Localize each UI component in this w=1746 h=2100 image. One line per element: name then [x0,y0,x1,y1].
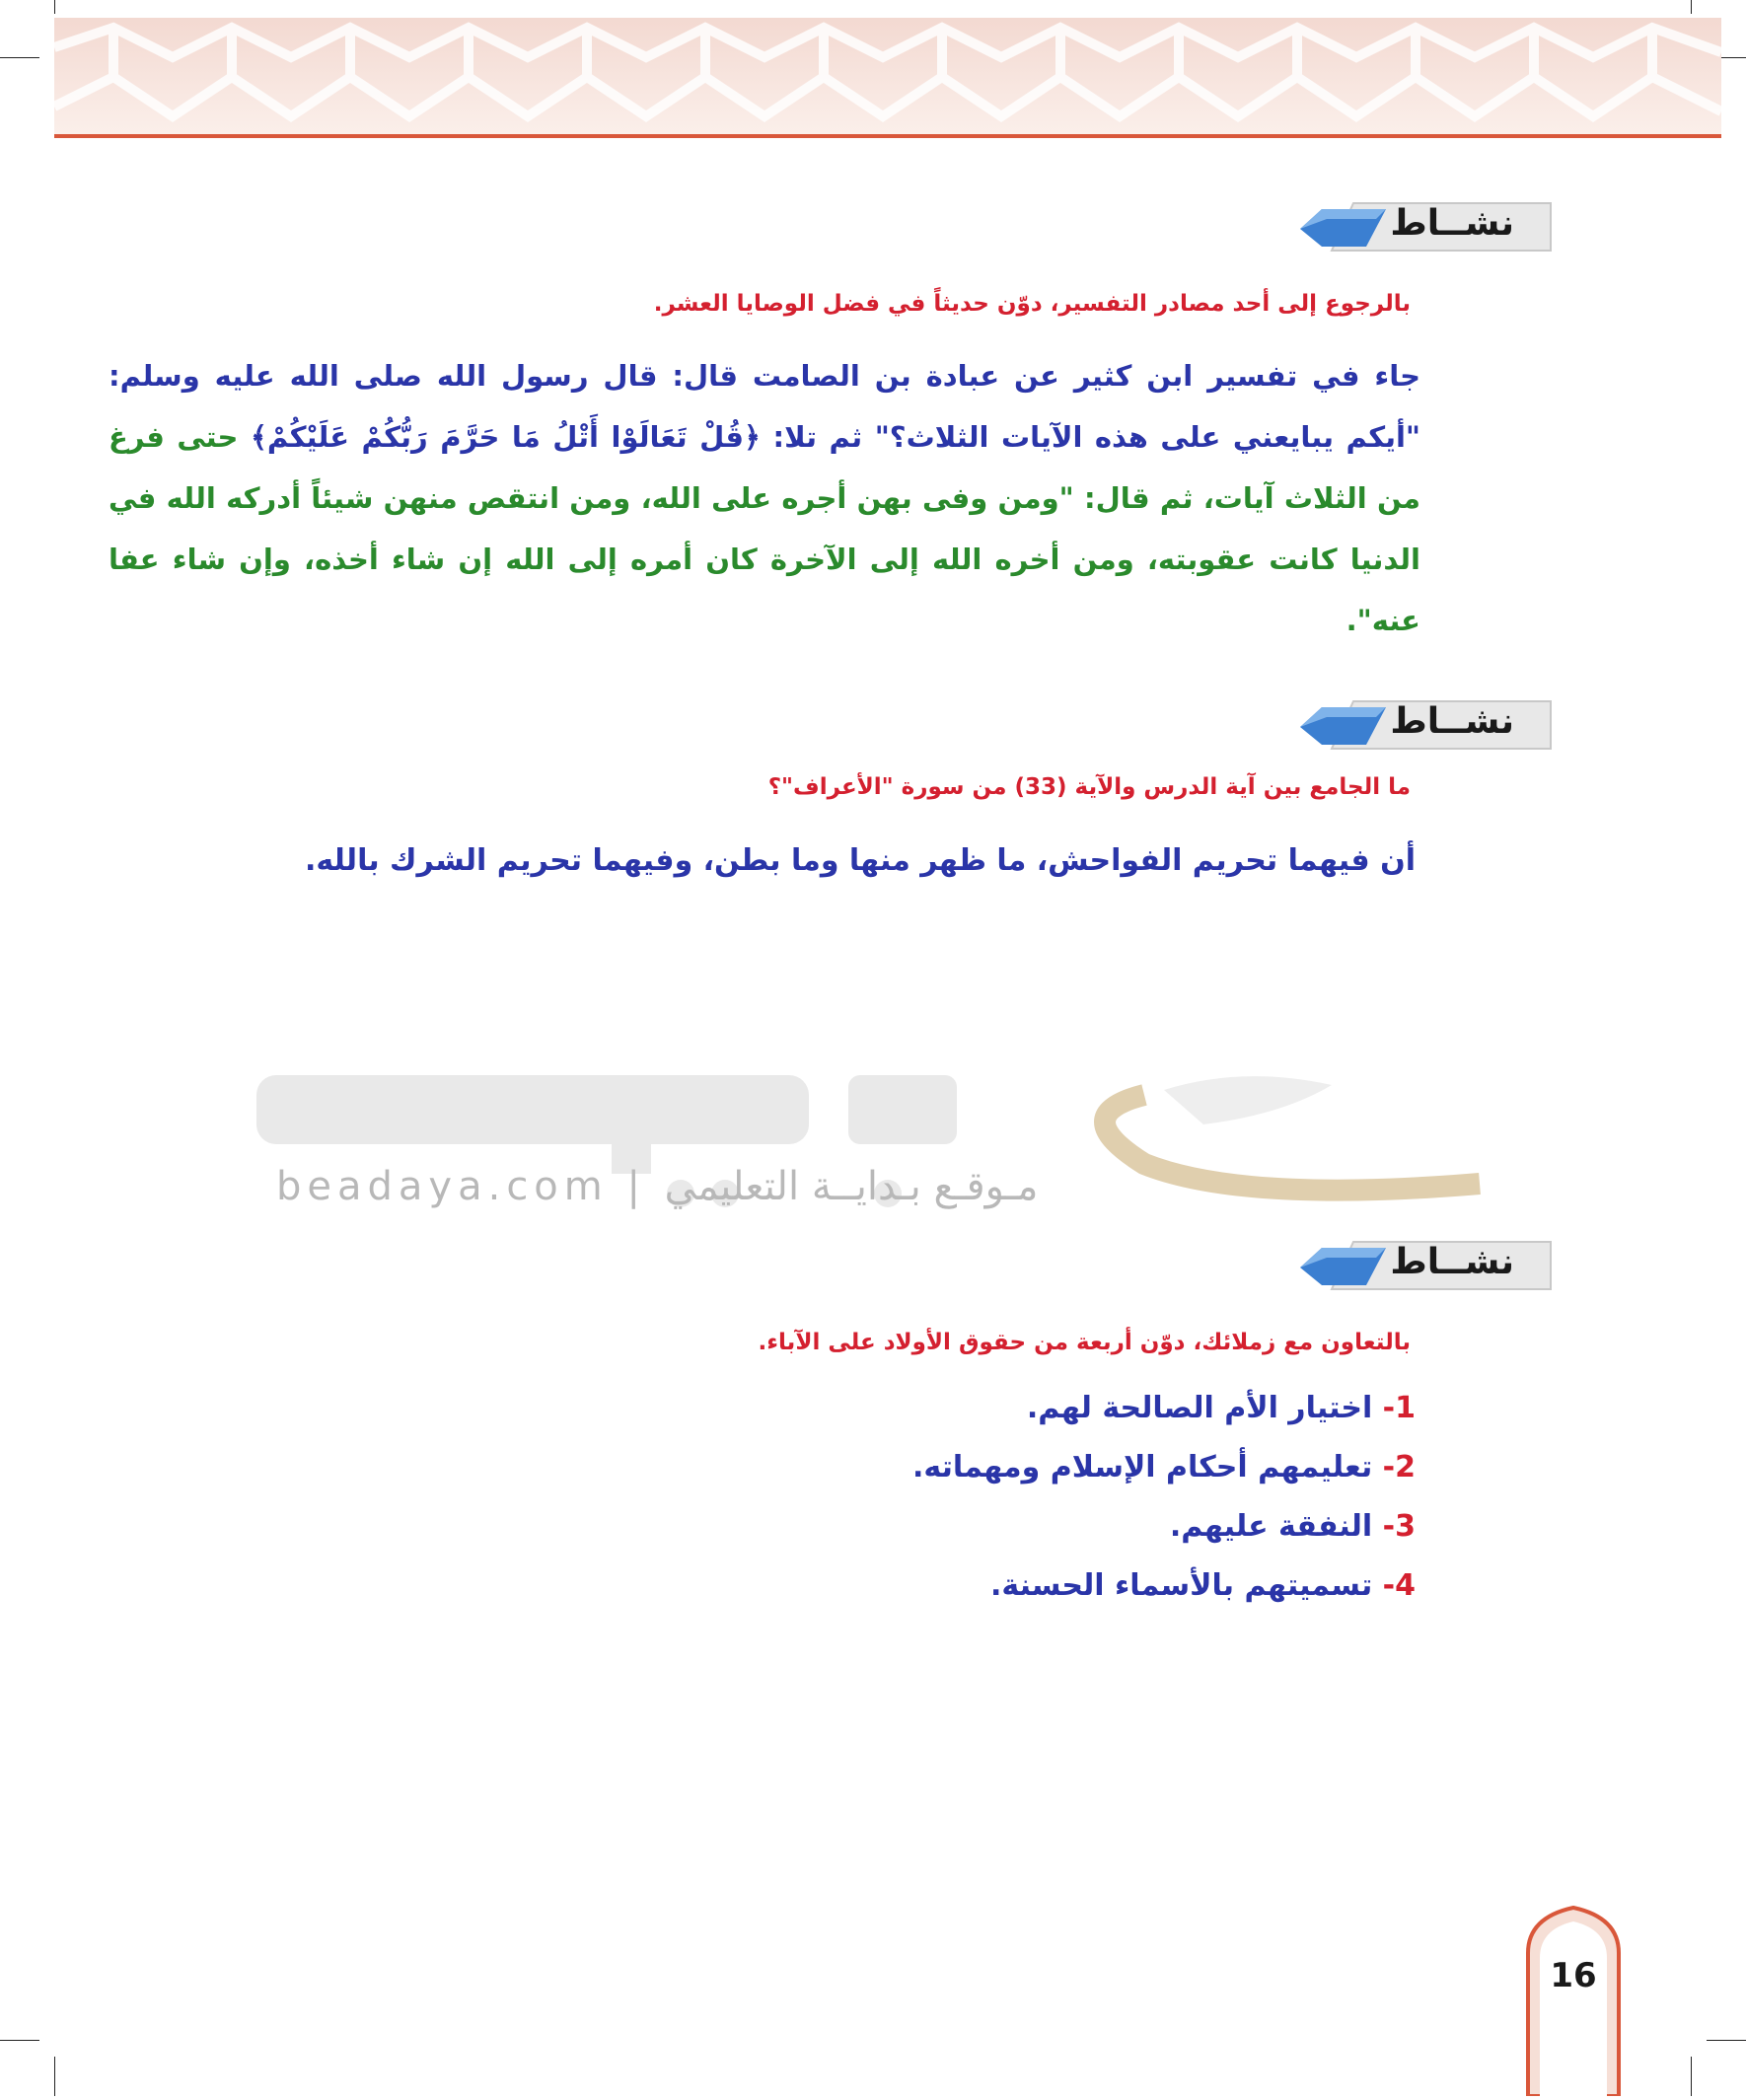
crop-mark [1707,2040,1746,2041]
list-item-text: تعليمهم أحكام الإسلام ومهماته. [912,1450,1383,1484]
list-item [1170,1509,1416,1544]
crop-mark [0,2040,39,2041]
crop-mark [0,57,39,58]
list-item-number: 2- [1382,1450,1416,1484]
activity-label: نشــاط [1390,203,1514,244]
activity-label: نشــاط [1390,1242,1514,1282]
list-item [990,1568,1416,1603]
activity-question: بالرجوع إلى أحد مصادر التفسير، دوّن حديثاً في فضل الوصايا العشر. [653,291,1411,317]
page-number: 16 [1550,1956,1597,1995]
crop-mark [1691,0,1692,14]
header-pattern-band [54,18,1721,134]
crop-mark [54,2057,55,2096]
activity-badge-1 [1292,197,1554,258]
list-item-text: النفقة عليهم. [1169,1509,1383,1544]
list-item-number: 1- [1382,1391,1416,1425]
header-rule [54,134,1721,138]
crop-mark [1691,2057,1692,2096]
list-item-number: 4- [1382,1568,1416,1603]
list-item-text: تسميتهم بالأسماء الحسنة. [989,1568,1383,1603]
list-item-text: اختيار الأم الصالحة لهم. [1026,1391,1383,1425]
activity-answer: أن فيهما تحريم الفواحش، ما ظهر منها وما بطن، وفيهما تحريم الشرك بالله. [304,843,1416,878]
activity-question: بالتعاون مع زملائك، دوّن أربعة من حقوق الأولاد على الآباء. [758,1330,1411,1355]
list-item [912,1450,1416,1484]
crop-mark [54,0,55,14]
list-item-number: 3- [1382,1509,1416,1544]
answer-text-green: حتى فرغ من الثلاث آيات، ثم قال: "ومن وفى بهن أجره على الله، ومن انتقص منهن شيئاً أدركه الله في الدنيا كانت عقوبته، ومن أخره الله إلى الآخرة كان أمره إلى الله إن شاء أخذه، وإن شاء عفا عنه". [109,420,1420,637]
answer-text-blue: جاء في تفسير ابن كثير عن عبادة بن الصامت قال: قال رسول الله صلى الله عليه وسلم: "أيكم يبايعني على هذه الآيات الثلاث؟" ثم تلا: ﴿قُلْ تَعَالَوْا أَتْلُ مَا حَرَّمَ رَبُّكُمْ عَلَيْكُمْ﴾ [109,359,1421,454]
activity-answer-paragraph [109,345,1420,651]
watermark-text: beadaya.com | مـوقـع بـدايــة التعليمي [276,1164,1039,1209]
page-number-tab [1524,1904,1623,2096]
activity-question: ما الجامع بين آية الدرس والآية (33) من سورة "الأعراف"؟ [767,774,1411,800]
list-item [1027,1391,1416,1425]
activity-badge-2 [1292,695,1554,757]
activity-label: نشــاط [1390,701,1514,742]
activity-badge-3 [1292,1236,1554,1297]
